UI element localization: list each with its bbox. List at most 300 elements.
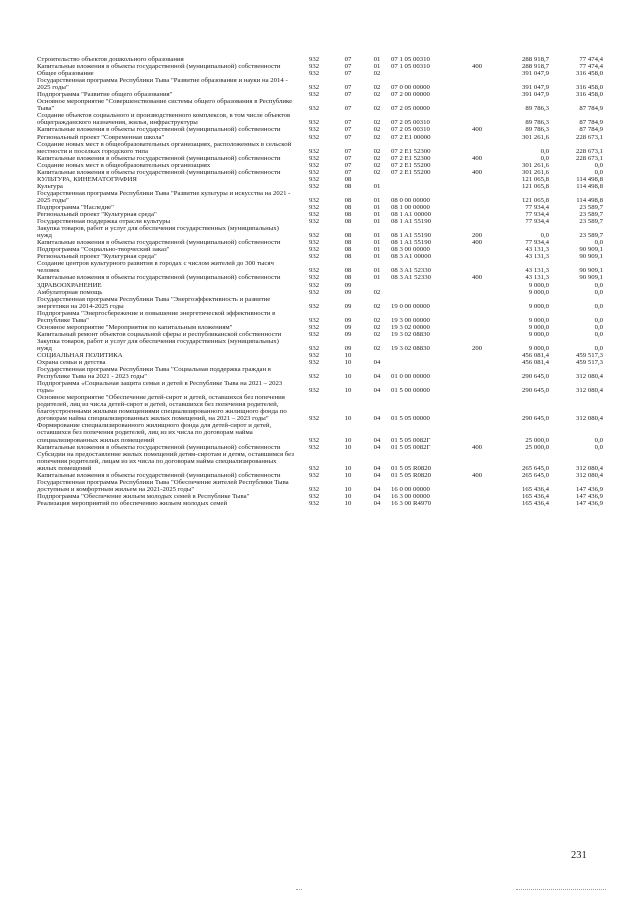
- row-amount-2023: 23 589,7: [579, 211, 603, 219]
- row-expense-type: [463, 70, 491, 77]
- row-amount-2023: 77 474,4: [579, 63, 603, 71]
- row-name: Строительство объектов дошкольного образования: [37, 56, 184, 63]
- row-amount-2022: 391 047,9: [522, 84, 549, 92]
- row-amount-2023: 228 673,1: [576, 133, 603, 141]
- row-amount-2023: 90 909,1: [579, 274, 603, 282]
- table-row: [37, 239, 603, 246]
- row-amount-2023: 87 784,9: [579, 119, 603, 127]
- row-amount-2023: 23 589,7: [579, 203, 603, 211]
- table-row: [37, 296, 603, 310]
- row-target-article: 07 2 05 00000: [391, 105, 430, 113]
- row-target-article: 19 3 02 08830: [391, 344, 430, 352]
- row-admin-code: 932: [308, 464, 320, 472]
- row-expense-type: [463, 183, 491, 190]
- row-subsection: 01: [373, 63, 381, 71]
- row-admin-code: 932: [308, 302, 320, 310]
- row-name: Подпрограмма «Социальная защита семьи и детей в Республике Тыва на 2021 – 2023 годы»: [37, 380, 283, 395]
- row-section: 10: [344, 436, 352, 444]
- row-amount-2022: 121 065,8: [522, 175, 549, 183]
- row-expense-type: [463, 352, 491, 359]
- row-name: Капитальные вложения в объекты государственной (муниципальной) собственности: [37, 154, 281, 162]
- scan-mark: [296, 889, 302, 891]
- budget-table-body: [37, 56, 603, 507]
- row-amount-2022: 9 000,0: [528, 330, 549, 338]
- row-admin-code: 932: [308, 161, 320, 169]
- row-expense-type: [463, 190, 491, 204]
- row-admin-code: 932: [308, 387, 320, 395]
- row-amount-2022: 43 131,3: [525, 274, 549, 282]
- row-section: 08: [344, 253, 352, 261]
- row-name: Создание новых мест в общеобразовательных организациях: [37, 161, 211, 169]
- row-subsection: 02: [373, 168, 381, 176]
- row-admin-code: 932: [308, 147, 320, 155]
- row-expense-type: [463, 162, 491, 169]
- row-section: 10: [344, 499, 352, 507]
- row-subsection: 02: [373, 105, 381, 113]
- row-admin-code: 932: [308, 70, 320, 78]
- row-expense-type: [463, 324, 491, 331]
- row-amount-2022: 290 645,0: [522, 387, 549, 395]
- row-subsection: 04: [373, 387, 381, 395]
- row-name: Создание центров культурного развития в городах с числом жителей до 300 тысяч человек: [37, 260, 274, 275]
- row-expense-type: 400: [471, 154, 483, 162]
- row-amount-2022: 301 261,6: [522, 133, 549, 141]
- row-target-article: 01 5 05 0082Г: [391, 436, 431, 444]
- row-admin-code: 932: [308, 281, 320, 289]
- row-admin-code: 932: [308, 253, 320, 261]
- row-amount-2023: 0,0: [594, 168, 603, 176]
- row-section: 07: [344, 154, 352, 162]
- row-name: Капитальные вложения в объекты государственной (муниципальной) собственности: [37, 63, 281, 71]
- row-subsection: 01: [373, 253, 381, 261]
- row-target-article: [391, 282, 463, 289]
- row-name: Основное мероприятие "Совершенствование системы общего образования в Республике Тыва": [37, 98, 293, 113]
- row-amount-2022: 121 065,8: [522, 182, 549, 190]
- row-expense-type: [463, 218, 491, 225]
- row-section: 10: [344, 443, 352, 451]
- table-row: [37, 204, 603, 211]
- row-name: Капитальные вложения в объекты государственной (муниципальной) собственности: [37, 443, 281, 451]
- row-amount-2023: 316 458,0: [576, 84, 603, 92]
- row-subsection: 02: [373, 161, 381, 169]
- row-section: 09: [344, 344, 352, 352]
- table-row: [37, 141, 603, 155]
- row-admin-code: 932: [308, 267, 320, 275]
- row-target-article: 01 5 00 00000: [391, 387, 430, 395]
- row-admin-code: 932: [308, 288, 320, 296]
- row-name: Подпрограмма "Обеспечение жильем молодых семей в Республике Тыва": [37, 492, 250, 500]
- row-amount-2022: 9 000,0: [528, 302, 549, 310]
- row-target-article: 16 0 00 00000: [391, 485, 430, 493]
- row-amount-2023: 114 498,8: [576, 182, 603, 190]
- row-subsection: 04: [373, 415, 381, 423]
- row-subsection: 04: [373, 436, 381, 444]
- row-amount-2022: 165 436,4: [522, 485, 549, 493]
- row-amount-2023: 77 474,4: [579, 56, 603, 63]
- row-amount-2022: 43 131,3: [525, 267, 549, 275]
- row-subsection: 01: [373, 56, 381, 63]
- row-amount-2022: 43 131,3: [525, 246, 549, 254]
- row-section: 07: [344, 56, 352, 63]
- row-name: Общее образование: [37, 70, 94, 78]
- row-name: Государственная программа Республики Тыва "Энергоэффективность и развитие энергетики на 2014-2025 годы: [37, 295, 271, 310]
- row-amount-2022: 288 918,7: [522, 63, 549, 71]
- row-section: 09: [344, 330, 352, 338]
- row-amount-2022: 290 645,0: [522, 415, 549, 423]
- row-admin-code: 932: [308, 56, 320, 63]
- row-section: 10: [344, 415, 352, 423]
- row-admin-code: 932: [308, 359, 320, 367]
- row-expense-type: [463, 56, 491, 63]
- row-subsection: [363, 282, 391, 289]
- row-section: 08: [344, 196, 352, 204]
- row-section: 10: [344, 373, 352, 381]
- row-section: 07: [344, 133, 352, 141]
- row-subsection: 01: [373, 182, 381, 190]
- row-target-article: 08 3 00 00000: [391, 246, 430, 254]
- row-target-article: 01 5 05 0082Г: [391, 443, 431, 451]
- row-name: Субсидии на предоставление жилых помещений детям-сиротам и детям, оставшимся без попечения родителей, лицам из их числа по договорам найма специализированных жилых помещений: [37, 450, 294, 472]
- row-section: 07: [344, 105, 352, 113]
- row-amount-2022: 9 000,0: [528, 344, 549, 352]
- row-target-article: 08 1 A1 55190: [391, 218, 431, 226]
- row-admin-code: 932: [308, 91, 320, 99]
- row-expense-type: [463, 394, 491, 422]
- row-section: 07: [344, 126, 352, 134]
- row-target-article: 01 5 05 R0820: [391, 464, 431, 472]
- row-amount-2022: 9 000,0: [528, 323, 549, 331]
- row-amount-2023: 312 080,4: [576, 464, 603, 472]
- row-section: 10: [344, 464, 352, 472]
- table-row: [37, 422, 603, 443]
- row-section: 10: [344, 471, 352, 479]
- row-section: 09: [344, 288, 352, 296]
- table-row: [37, 331, 603, 338]
- row-subsection: 01: [373, 232, 381, 240]
- row-name: Создание объектов социального и производственного комплексов, в том числе объектов общегражданского назначения, жилья, инфраструктуры: [37, 112, 291, 127]
- row-admin-code: 932: [308, 84, 320, 92]
- row-expense-type: [463, 289, 491, 296]
- row-name: Капитальные вложения в объекты государственной (муниципальной) собственности: [37, 168, 281, 176]
- table-row: [37, 310, 603, 324]
- table-row: [37, 324, 603, 331]
- row-amount-2022: 77 934,4: [525, 211, 549, 219]
- row-amount-2023: 90 909,1: [579, 267, 603, 275]
- row-amount-2022: 265 645,0: [522, 464, 549, 472]
- row-admin-code: 932: [308, 105, 320, 113]
- row-admin-code: 932: [308, 133, 320, 141]
- row-name: Закупка товаров, работ и услуг для обеспечения государственных (муниципальных) нужд: [37, 337, 279, 352]
- row-target-article: 08 1 A1 55190: [391, 232, 431, 240]
- row-subsection: 02: [373, 126, 381, 134]
- row-admin-code: 932: [308, 218, 320, 226]
- row-amount-2023: 90 909,1: [579, 246, 603, 254]
- row-expense-type: [463, 479, 491, 493]
- row-amount-2022: 0,0: [540, 154, 549, 162]
- row-amount-2022: 89 786,3: [525, 119, 549, 127]
- row-expense-type: [463, 359, 491, 366]
- row-target-article: 07 1 05 00310: [391, 56, 430, 63]
- row-section: 07: [344, 70, 352, 78]
- table-row: [37, 56, 603, 63]
- table-row: [37, 289, 603, 296]
- row-subsection: 02: [373, 70, 381, 78]
- row-expense-type: [463, 77, 491, 91]
- row-section: 08: [344, 274, 352, 282]
- row-amount-2023: 23 589,7: [579, 232, 603, 240]
- row-section: 10: [344, 359, 352, 367]
- row-section: 08: [344, 232, 352, 240]
- row-amount-2022: 9 000,0: [528, 288, 549, 296]
- row-amount-2022: 43 131,3: [525, 253, 549, 261]
- row-target-article: 07 2 05 00310: [391, 119, 430, 127]
- table-row: [37, 70, 603, 77]
- row-subsection: 02: [373, 119, 381, 127]
- row-subsection: 04: [373, 499, 381, 507]
- row-admin-code: 932: [308, 323, 320, 331]
- row-target-article: 08 1 00 00000: [391, 203, 430, 211]
- row-target-article: [391, 352, 463, 359]
- row-subsection: 02: [373, 288, 381, 296]
- row-admin-code: 932: [308, 175, 320, 183]
- row-name: Капитальные вложения в объекты государственной (муниципальной) собственности: [37, 274, 281, 282]
- row-expense-type: [463, 296, 491, 310]
- row-subsection: 02: [373, 302, 381, 310]
- row-expense-type: [463, 112, 491, 126]
- row-expense-type: [463, 134, 491, 141]
- row-amount-2023: 0,0: [594, 436, 603, 444]
- row-target-article: 07 2 E1 52300: [391, 154, 431, 162]
- table-row: [37, 444, 603, 451]
- row-amount-2022: 121 065,8: [522, 196, 549, 204]
- row-section: 08: [344, 175, 352, 183]
- row-amount-2022: 301 261,6: [522, 168, 549, 176]
- row-amount-2022: 9 000,0: [528, 281, 549, 289]
- row-subsection: 04: [373, 485, 381, 493]
- table-row: [37, 338, 603, 352]
- row-subsection: [363, 352, 391, 359]
- row-name: Капитальные вложения в объекты государственной (муниципальной) собственности: [37, 471, 281, 479]
- row-amount-2022: 391 047,9: [522, 70, 549, 78]
- row-subsection: 02: [373, 316, 381, 324]
- budget-table: [37, 56, 603, 507]
- row-amount-2022: 456 081,4: [522, 351, 549, 359]
- row-amount-2022: 165 436,4: [522, 499, 549, 507]
- table-row: [37, 253, 603, 260]
- row-section: 10: [344, 485, 352, 493]
- row-section: 09: [344, 316, 352, 324]
- row-amount-2023: 316 458,0: [576, 91, 603, 99]
- row-target-article: 08 1 A1 55190: [391, 239, 431, 247]
- row-amount-2022: 301 261,6: [522, 161, 549, 169]
- row-name: Закупка товаров, работ и услуг для обеспечения государственных (муниципальных) нужд: [37, 225, 279, 240]
- table-row: [37, 98, 603, 112]
- row-admin-code: 932: [308, 126, 320, 134]
- row-amount-2023: 312 080,4: [576, 373, 603, 381]
- row-name: Региональный проект "Культурная среда": [37, 253, 157, 261]
- row-admin-code: 932: [308, 182, 320, 190]
- row-section: 08: [344, 267, 352, 275]
- row-expense-type: 400: [471, 126, 483, 134]
- row-target-article: 07 0 00 00000: [391, 84, 430, 92]
- row-target-article: [391, 359, 463, 366]
- row-amount-2023: 87 784,9: [579, 105, 603, 113]
- row-target-article: [391, 70, 463, 77]
- row-expense-type: [463, 211, 491, 218]
- scan-mark: [516, 889, 606, 891]
- row-target-article: 19 3 00 00000: [391, 316, 430, 324]
- row-admin-code: 932: [308, 246, 320, 254]
- row-expense-type: [463, 331, 491, 338]
- row-amount-2023: 312 080,4: [576, 415, 603, 423]
- table-row: [37, 134, 603, 141]
- row-section: 08: [344, 239, 352, 247]
- row-expense-type: [463, 141, 491, 155]
- row-expense-type: [463, 91, 491, 98]
- row-amount-2022: 0,0: [540, 232, 549, 240]
- table-row: [37, 176, 603, 183]
- table-row: [37, 91, 603, 98]
- row-expense-type: [463, 366, 491, 380]
- row-amount-2022: 25 000,0: [525, 436, 549, 444]
- row-amount-2023: 0,0: [594, 330, 603, 338]
- row-subsection: 01: [373, 274, 381, 282]
- row-amount-2023: 147 436,9: [576, 499, 603, 507]
- row-expense-type: 400: [471, 274, 483, 282]
- row-target-article: 07 2 E1 00000: [391, 133, 431, 141]
- row-amount-2023: 228 673,1: [576, 147, 603, 155]
- row-target-article: 08 3 A1 00000: [391, 253, 431, 261]
- row-admin-code: 932: [308, 119, 320, 127]
- row-admin-code: 932: [308, 168, 320, 176]
- table-row: [37, 352, 603, 359]
- row-amount-2022: 288 918,7: [522, 56, 549, 63]
- row-amount-2023: 459 517,3: [576, 351, 603, 359]
- row-admin-code: 932: [308, 499, 320, 507]
- table-row: [37, 63, 603, 70]
- table-row: [37, 190, 603, 204]
- table-row: [37, 162, 603, 169]
- row-amount-2023: 316 458,0: [576, 70, 603, 78]
- row-name: Основное мероприятие "Обеспечение детей-сирот и детей, оставшихся без попечения родителей, лиц из числа детей-сирот и детей, оставшихся без попечения родителей, благоустроенными жилыми помещениями специализированного жилищного фонда по договорам найма специализированных жилых помещений, на 2021 – 2023 годы": [37, 394, 287, 423]
- row-admin-code: 932: [308, 196, 320, 204]
- table-row: [37, 112, 603, 126]
- row-target-article: 16 3 00 R4970: [391, 499, 431, 507]
- row-expense-type: [463, 98, 491, 112]
- row-name: Государственная программа Республики Тыва "Социальная поддержка граждан в Республике Тыва на 2021 - 2023 годы": [37, 366, 271, 381]
- row-section: 09: [344, 281, 352, 289]
- row-expense-type: 400: [471, 63, 483, 71]
- row-amount-2022: 9 000,0: [528, 316, 549, 324]
- row-section: 09: [344, 302, 352, 310]
- table-row: [37, 183, 603, 190]
- row-amount-2022: 89 786,3: [525, 105, 549, 113]
- row-section: 08: [344, 203, 352, 211]
- row-amount-2022: 165 436,4: [522, 492, 549, 500]
- row-target-article: 01 0 00 00000: [391, 373, 430, 381]
- row-subsection: 01: [373, 211, 381, 219]
- row-subsection: 04: [373, 492, 381, 500]
- row-admin-code: 932: [308, 63, 320, 71]
- row-amount-2023: 0,0: [594, 443, 603, 451]
- row-admin-code: 932: [308, 274, 320, 282]
- row-target-article: 07 2 E1 55200: [391, 168, 431, 176]
- row-section: 10: [344, 492, 352, 500]
- row-name: ЗДРАВООХРАНЕНИЕ: [37, 281, 102, 289]
- row-section: 10: [344, 387, 352, 395]
- row-expense-type: 200: [471, 232, 483, 240]
- row-admin-code: 932: [308, 471, 320, 479]
- table-row: [37, 126, 603, 133]
- row-admin-code: 932: [308, 239, 320, 247]
- row-amount-2023: 90 909,1: [579, 253, 603, 261]
- row-subsection: 01: [373, 203, 381, 211]
- row-admin-code: 932: [308, 211, 320, 219]
- row-target-article: 19 3 02 08830: [391, 330, 430, 338]
- row-subsection: 04: [373, 359, 381, 367]
- row-name: Региональный проект "Культурная среда": [37, 211, 157, 219]
- row-section: 07: [344, 91, 352, 99]
- table-row: [37, 169, 603, 176]
- table-row: [37, 282, 603, 289]
- row-amount-2023: 0,0: [594, 323, 603, 331]
- row-amount-2023: 114 498,8: [576, 196, 603, 204]
- row-target-article: 16 3 00 00000: [391, 492, 430, 500]
- row-admin-code: 932: [308, 330, 320, 338]
- row-admin-code: 932: [308, 373, 320, 381]
- row-subsection: 01: [373, 218, 381, 226]
- table-row: [37, 155, 603, 162]
- row-subsection: 02: [373, 154, 381, 162]
- table-row: [37, 274, 603, 281]
- row-section: 07: [344, 63, 352, 71]
- row-amount-2022: 0,0: [540, 147, 549, 155]
- row-target-article: 07 1 05 00310: [391, 63, 430, 71]
- row-name: Реализация мероприятий по обеспечению жильем молодых семей: [37, 499, 228, 507]
- row-amount-2022: 89 786,3: [525, 126, 549, 134]
- row-admin-code: 932: [308, 351, 320, 359]
- table-row: [37, 451, 603, 472]
- row-subsection: 02: [373, 344, 381, 352]
- row-amount-2023: 0,0: [594, 239, 603, 247]
- row-subsection: 04: [373, 443, 381, 451]
- row-admin-code: 932: [308, 443, 320, 451]
- row-section: 09: [344, 323, 352, 331]
- table-row: [37, 472, 603, 479]
- table-row: [37, 479, 603, 493]
- row-section: 08: [344, 211, 352, 219]
- row-target-article: [391, 176, 463, 183]
- row-name: Амбулаторная помощь: [37, 288, 103, 296]
- row-expense-type: [463, 310, 491, 324]
- row-expense-type: [463, 260, 491, 274]
- row-amount-2022: 391 047,9: [522, 91, 549, 99]
- row-amount-2022: 25 000,0: [525, 443, 549, 451]
- table-row: [37, 366, 603, 380]
- row-name: Подпрограмма "Социально-творческий заказ": [37, 246, 170, 254]
- row-subsection: 02: [373, 84, 381, 92]
- row-target-article: 07 2 00 00000: [391, 91, 430, 99]
- row-amount-2022: 77 934,4: [525, 203, 549, 211]
- row-subsection: 01: [373, 267, 381, 275]
- row-amount-2023: 0,0: [594, 316, 603, 324]
- row-name: Подпрограмма "Наследие": [37, 203, 114, 211]
- row-target-article: 07 2 E1 55200: [391, 161, 431, 169]
- row-subsection: [363, 176, 391, 183]
- row-amount-2023: 0,0: [594, 302, 603, 310]
- row-admin-code: 932: [308, 485, 320, 493]
- row-name: Капитальные вложения в объекты государственной (муниципальной) собственности: [37, 126, 281, 134]
